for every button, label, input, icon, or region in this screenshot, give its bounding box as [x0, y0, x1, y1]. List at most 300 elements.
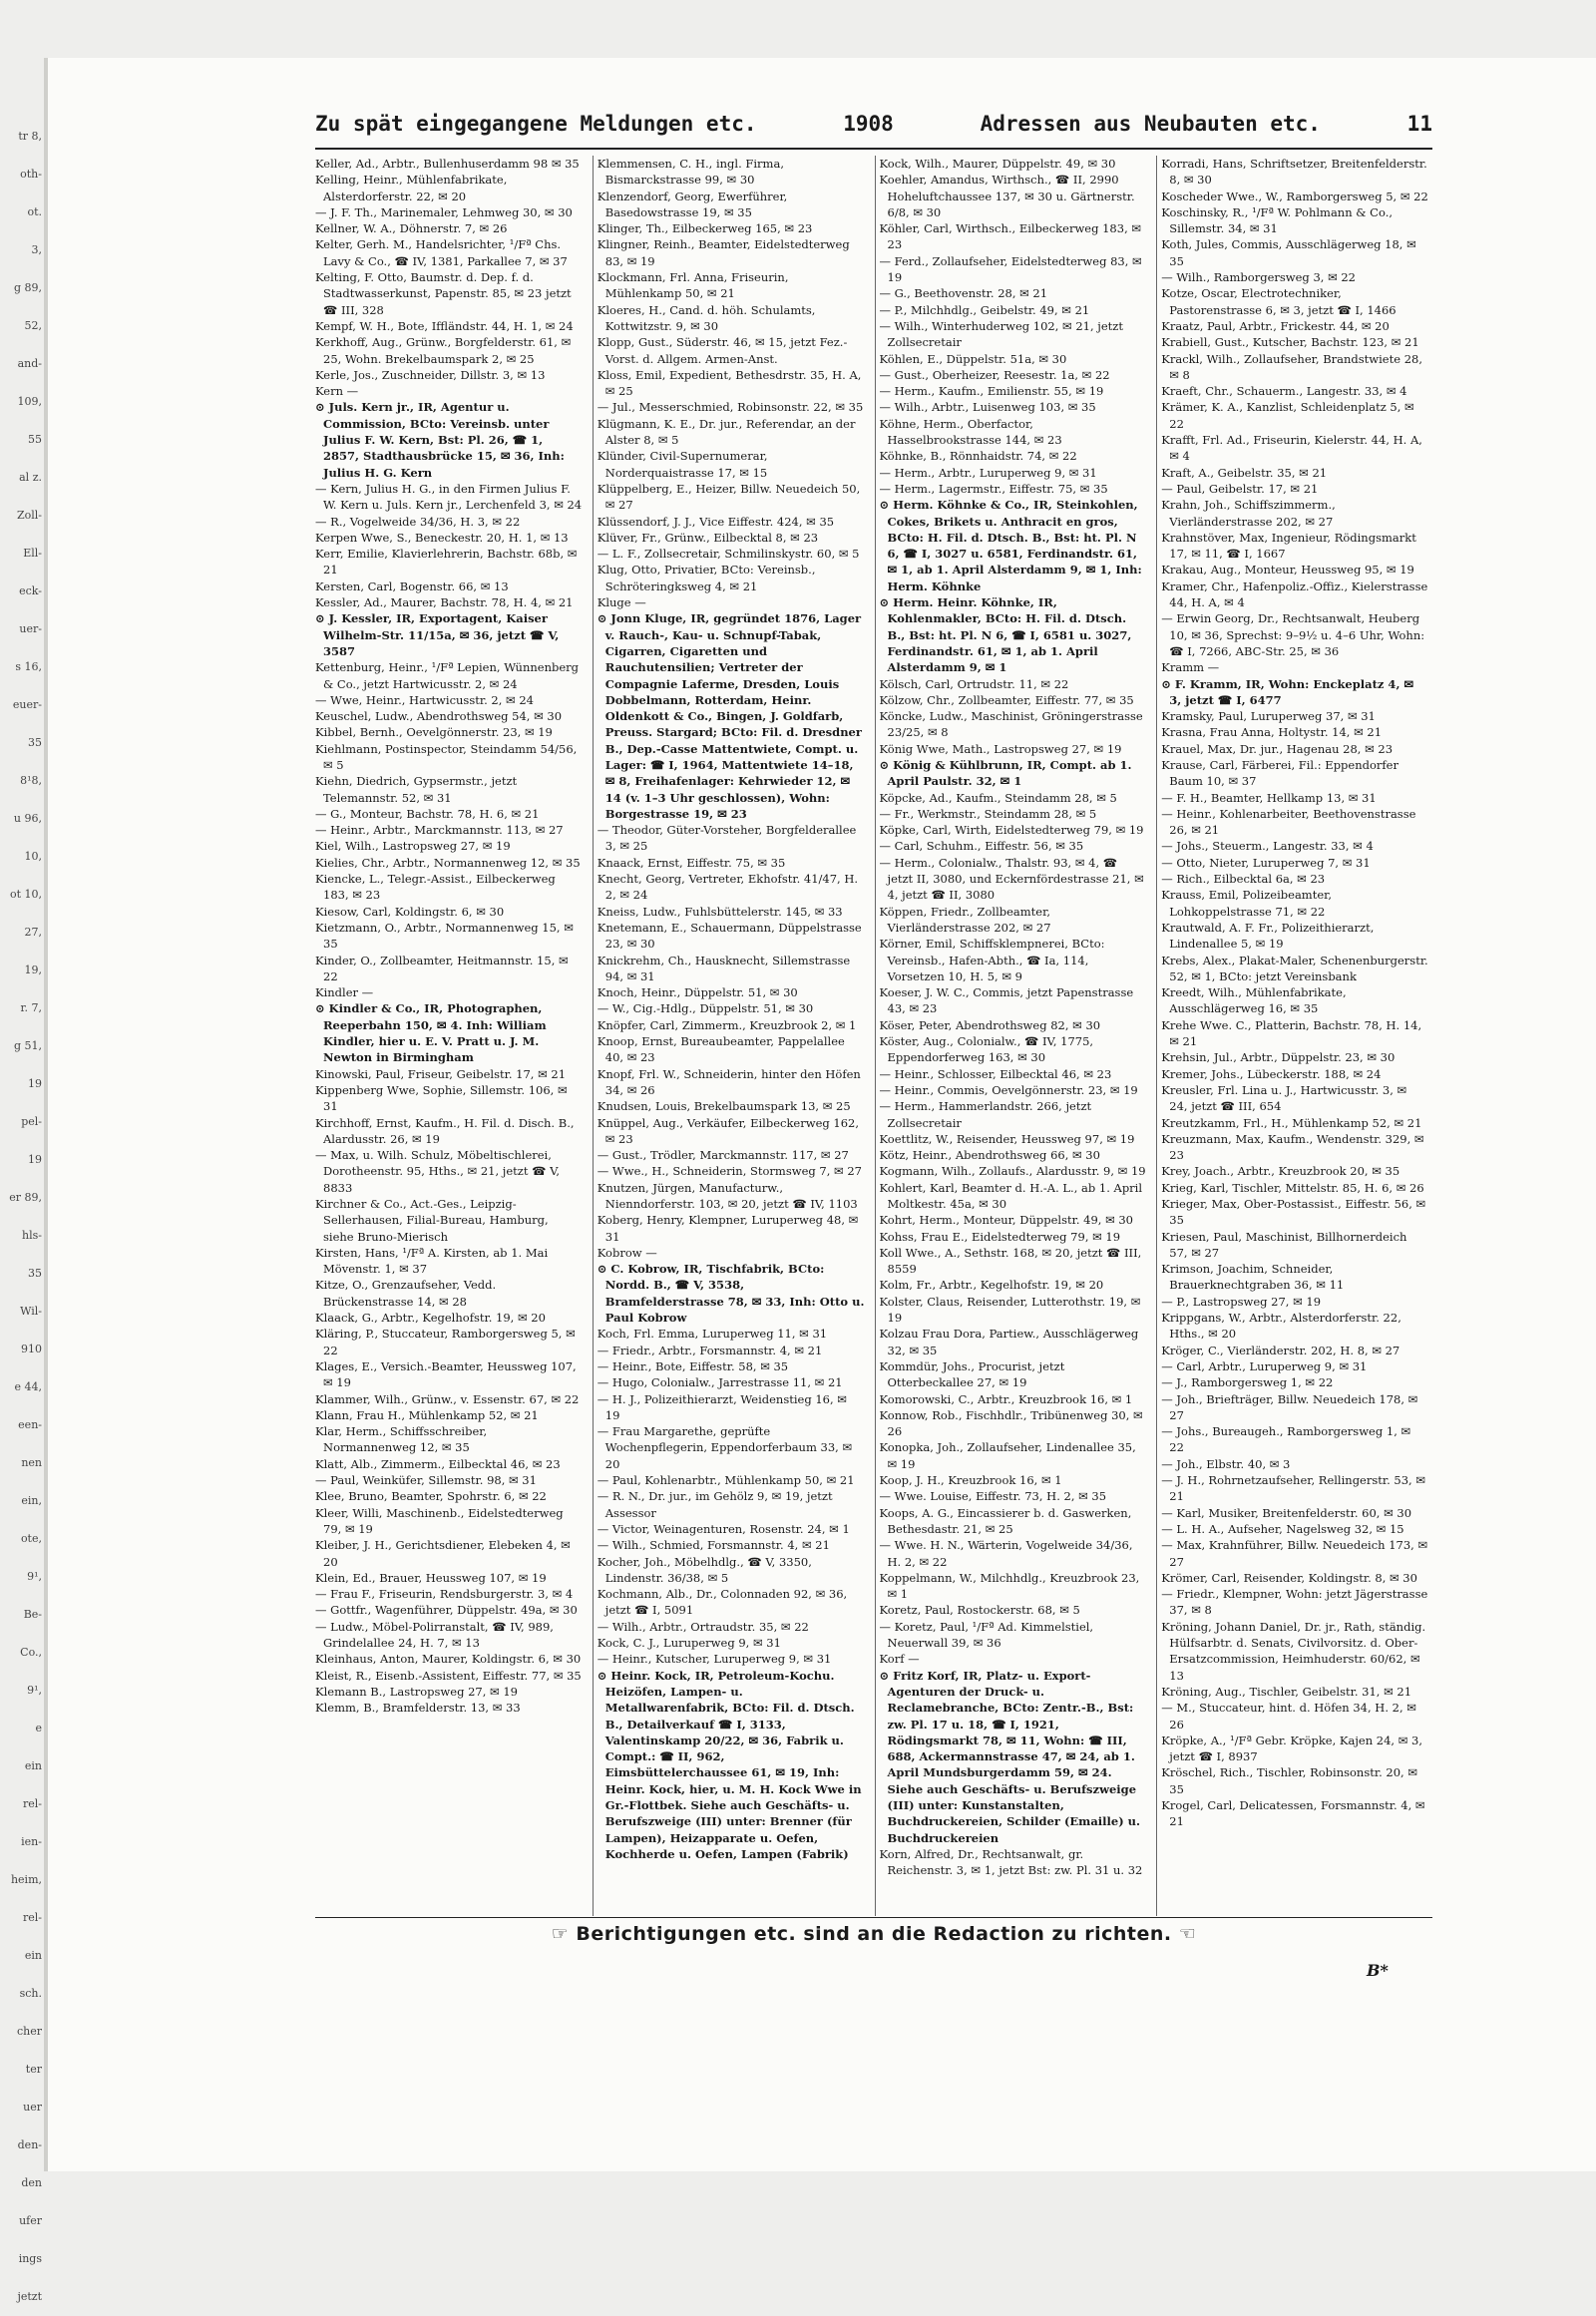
- prev-page-fragment: euer-: [12, 698, 42, 711]
- directory-entry: — Wilh., Arbtr., Luisenweg 103, ✉ 35: [879, 400, 1096, 415]
- directory-entry: Kölsch, Carl, Ortrudstr. 11, ✉ 22: [879, 676, 1069, 691]
- prev-page-fragment: rel-: [22, 1797, 42, 1810]
- directory-entry: Kerr, Emilie, Klavierlehrerin, Bachstr. 68b, ✉ 21: [315, 547, 578, 578]
- prev-page-fragment: Wil-: [20, 1305, 42, 1318]
- directory-entry: — Gust., Trödler, Marckmannstr. 117, ✉ 27: [597, 1148, 849, 1163]
- directory-entry: Klammer, Wilh., Grünw., v. Essenstr. 67, ✉ 22: [315, 1391, 580, 1406]
- column-2: [593, 156, 869, 1916]
- directory-entry: — Heinr., Arbtr., Marckmannstr. 113, ✉ 27: [315, 823, 564, 838]
- directory-entry: Köppen, Friedr., Zollbeamter, Vierländerstrasse 202, ✉ 27: [879, 904, 1051, 935]
- directory-entry: Kreuzmann, Max, Kaufm., Wendenstr. 329, ✉ 23: [1161, 1131, 1424, 1163]
- directory-entry: Klüver, Fr., Grünw., Eilbecktal 8, ✉ 23: [597, 530, 819, 545]
- directory-entry: Krömer, Carl, Reisender, Koldingstr. 8, ✉ 30: [1161, 1570, 1417, 1585]
- prev-page-fragment: ter: [25, 2063, 42, 2076]
- directory-entry: ⊙ Jonn Kluge, IR, gegründet 1876, Lager v. Rauch-, Kau- u. Schnupf-Tabak, Cigarren, Cigaretten und Rauchutensilien; Vertreter der Compagnie Laferme, Dresden, Louis Dobbelmann, Rotterdam, Heinr. Oldenkott & Co., Bingen, J. Goldfarb, Preuss. Stargard; BCto: Fil. d. Dresdner B., Dep.-Casse Mattentwiete, Compt. u. Lager: ☎ I, 1964, Mattentwiete 14–18, ✉ 8, Freihafenlager: Kehrwieder 12, ✉ 14 (v. 1–3 Uhr geschlossen), Wohn: Borgestrasse 19, ✉ 23: [597, 611, 862, 821]
- directory-entry: Kloss, Emil, Expedient, Bethesdrstr. 35, H. A, ✉ 25: [597, 367, 862, 399]
- prev-page-fragment: 55: [28, 433, 42, 446]
- directory-entry: — Carl, Schuhm., Eiffestr. 56, ✉ 35: [879, 839, 1084, 854]
- directory-entry: Kolzau Frau Dora, Partiew., Ausschlägerweg 32, ✉ 35: [879, 1327, 1139, 1357]
- directory-entry: Klaack, G., Arbtr., Kegelhofstr. 19, ✉ 20: [315, 1311, 546, 1326]
- prev-page-fragment: oth-: [20, 168, 42, 181]
- directory-entry: — G., Beethovenstr. 28, ✉ 21: [879, 286, 1048, 301]
- directory-entry: Komorowski, C., Arbtr., Kreuzbrook 16, ✉ 1: [879, 1391, 1133, 1406]
- directory-entry: Kröning, Aug., Tischler, Geibelstr. 31, ✉ 21: [1161, 1684, 1412, 1699]
- directory-entry: — Wilh., Arbtr., Ortraudstr. 35, ✉ 22: [597, 1619, 809, 1634]
- directory-entry: Knopf, Frl. W., Schneiderin, hinter den Höfen 34, ✉ 26: [597, 1066, 861, 1097]
- directory-entry: ⊙ Fritz Korf, IR, Platz- u. Export-Agenturen der Druck- u. Reclamebranche, BCto: Zentr.-B., Bst: zw. Pl. 17 u. 18, ☎ I, 1921, Rödingsmarkt 78, ✉ 11, Wohn: ☎ III, 688, Ackermannstrasse 47, ✉ 24, ab 1. April Mundsburgerdamm 59, ✉ 24. Siehe auch Geschäfts- u. Berufszweige (III) unter: Kunstanstalten, Buchdruckereien, Schilder (Emaille) u. Buchdruckereien: [879, 1668, 1141, 1845]
- directory-entry: Klages, E., Versich.-Beamter, Heussweg 107, ✉ 19: [315, 1358, 577, 1390]
- directory-entry: — Karl, Musiker, Breitenfelderstr. 60, ✉ 30: [1161, 1505, 1412, 1520]
- signature-mark: B*: [1367, 1961, 1389, 1980]
- directory-entry: — L. H. A., Aufseher, Nagelsweg 32, ✉ 15: [1161, 1521, 1404, 1536]
- directory-entry: Koberg, Henry, Klempner, Luruperweg 48, ✉ 31: [597, 1213, 859, 1244]
- directory-entry: Krautwald, A. F. Fr., Polizeithierarzt, Lindenallee 5, ✉ 19: [1161, 920, 1375, 952]
- directory-entry: Kolster, Claus, Reisender, Lutterothstr. 19, ✉ 19: [879, 1294, 1141, 1326]
- directory-entry: Kramsky, Paul, Luruperweg 37, ✉ 31: [1161, 709, 1376, 724]
- directory-entry: Kriesen, Paul, Maschinist, Billhornerdeich 57, ✉ 27: [1161, 1229, 1407, 1260]
- directory-entry: Keuschel, Ludw., Abendrothsweg 54, ✉ 30: [315, 709, 563, 724]
- directory-entry: Kocher, Joh., Möbelhdlg., ☎ V, 3350, Lindenstr. 36/38, ✉ 5: [597, 1554, 812, 1585]
- directory-entry: Köhne, Herm., Oberfactor, Hasselbrookstrasse 144, ✉ 23: [879, 416, 1062, 448]
- directory-entry: Kiencke, L., Telegr.-Assist., Eilbeckerweg 183, ✉ 23: [315, 872, 556, 903]
- prev-page-fragment: hls-: [22, 1229, 42, 1242]
- prev-page-fragment: ein: [24, 1949, 42, 1962]
- prev-page-fragment: 52,: [24, 319, 42, 332]
- directory-entry: — Wilh., Schmied, Forsmannstr. 4, ✉ 21: [597, 1538, 830, 1553]
- directory-entry: — Heinr., Bote, Eiffestr. 58, ✉ 35: [597, 1358, 789, 1373]
- directory-entry: Krämer, K. A., Kanzlist, Schleidenplatz 5, ✉ 22: [1161, 400, 1414, 431]
- prev-page-fragment: ufer: [19, 2214, 42, 2227]
- column-4: [1156, 156, 1432, 1916]
- directory-entry: Koop, J. H., Kreuzbrook 16, ✉ 1: [879, 1473, 1062, 1488]
- directory-entry: Knudsen, Louis, Brekelbaumspark 13, ✉ 25: [597, 1099, 851, 1114]
- directory-entry: — Otto, Nieter, Luruperweg 7, ✉ 31: [1161, 855, 1371, 870]
- directory-entry: ⊙ Kindler & Co., IR, Photographen, Reeperbahn 150, ✉ 4. Inh: William Kindler, hier u. E. V. Pratt u. J. M. Newton in Birmingham: [315, 1001, 547, 1065]
- directory-entry: Knoch, Heinr., Düppelstr. 51, ✉ 30: [597, 985, 798, 1000]
- prev-page-fragment: g 51,: [13, 1039, 42, 1052]
- header-right-title: Adressen aus Neubauten etc.: [980, 112, 1321, 136]
- directory-entry: Keller, Ad., Arbtr., Bullenhuserdamm 98 ✉ 35: [315, 157, 580, 171]
- directory-entry: Klatt, Alb., Zimmerm., Eilbecktal 46, ✉ 23: [315, 1456, 561, 1471]
- directory-entry: ⊙ Heinr. Kock, IR, Petroleum-Kochu. Heizöfen, Lampen- u. Metallwarenfabrik, BCto: Fil. d. Dtsch. B., Detailverkauf ☎ I, 3133, Valentinskamp 20/22, ✉ 36, Fabrik u. Compt.: ☎ II, 962, Eimsbüttelerchaussee 61, ✉ 19, Inh: Heinr. Kock, hier, u. M. H. Kock Wwe in Gr.-Flottbek. Siehe auch Geschäfts- u. Berufszweige (III) unter: Brenner (für Lampen), Heizapparate u. Oefen, Kochherde u. Oefen, Lampen (Fabrik): [597, 1668, 862, 1861]
- directory-entry: ⊙ Herm. Heinr. Köhnke, IR, Kohlenmakler, BCto: H. Fil. d. Dtsch. B., Bst: ht. Pl. N 6, ☎ I, 6581 u. 3027, Ferdinandstr. 61, ✉ 1, ab 1. April Alsterdamm 9, ✉ 1: [879, 595, 1132, 675]
- directory-entry: — Herm., Hammerlandstr. 266, jetzt Zollsecretair: [879, 1099, 1092, 1130]
- directory-entry: Kietzmann, O., Arbtr., Normannenweg 15, ✉ 35: [315, 920, 574, 952]
- directory-entry: — J., Ramborgersweg 1, ✉ 22: [1161, 1375, 1334, 1390]
- directory-entry: — P., Milchhdlg., Geibelstr. 49, ✉ 21: [879, 302, 1090, 317]
- directory-entry: — Friedr., Klempner, Wohn: jetzt Jägerstrasse 37, ✉ 8: [1161, 1587, 1428, 1618]
- directory-entry: Kerkhoff, Aug., Grünw., Borgfelderstr. 61, ✉ 25, Wohn. Brekelbaumspark 2, ✉ 25: [315, 335, 572, 366]
- directory-entry: ⊙ J. Kessler, IR, Exportagent, Kaiser Wilhelm-Str. 11/15a, ✉ 36, jetzt ☎ V, 3587: [315, 611, 560, 658]
- prev-page-fragment: g 89,: [13, 281, 42, 294]
- page-gutter: [44, 58, 48, 2171]
- directory-entry: Krahnstöver, Max, Ingenieur, Rödingsmarkt 17, ✉ 11, ☎ I, 1667: [1161, 530, 1416, 562]
- directory-entry: Kraatz, Paul, Arbtr., Frickestr. 44, ✉ 20: [1161, 318, 1390, 333]
- directory-entry: Knecht, Georg, Vertreter, Ekhofstr. 41/47, H. 2, ✉ 24: [597, 872, 859, 903]
- directory-entry: Kindler —: [315, 985, 374, 1000]
- directory-entry: — Erwin Georg, Dr., Rechtsanwalt, Heuberg 10, ✉ 36, Sprechst: 9–9½ u. 4–6 Uhr, Wohn: ☎ I, 7266, ABC-Str. 25, ✉ 36: [1161, 611, 1425, 658]
- directory-entry: — Joh., Elbstr. 40, ✉ 3: [1161, 1456, 1291, 1471]
- prev-page-fragment: s 16,: [15, 660, 42, 673]
- directory-entry: Kohrt, Herm., Monteur, Düppelstr. 49, ✉ 30: [879, 1213, 1133, 1228]
- directory-entry: — F. H., Beamter, Hellkamp 13, ✉ 31: [1161, 790, 1377, 805]
- column-1: [315, 156, 587, 1916]
- directory-entry: — Paul, Geibelstr. 17, ✉ 21: [1161, 481, 1319, 496]
- directory-entry: Kloeres, H., Cand. d. höh. Schulamts, Kottwitzstr. 9, ✉ 30: [597, 302, 816, 333]
- page-number: 11: [1406, 112, 1432, 136]
- directory-entry: Köpcke, Ad., Kaufm., Steindamm 28, ✉ 5: [879, 790, 1117, 805]
- directory-entry: Kerpen Wwe, S., Beneckestr. 20, H. 1, ✉ 13: [315, 530, 569, 545]
- prev-page-fragment: 8¹8,: [20, 774, 42, 787]
- directory-entry: — Friedr., Arbtr., Forsmannstr. 4, ✉ 21: [597, 1343, 823, 1357]
- directory-entry: ⊙ C. Kobrow, IR, Tischfabrik, BCto: Nordd. B., ☎ V, 3538, Bramfelderstrasse 78, ✉ 33, Inh: Otto u. Paul Kobrow: [597, 1262, 865, 1326]
- directory-entry: Kern —: [315, 384, 359, 399]
- prev-page-fragment: tr 8,: [18, 130, 42, 143]
- prev-page-fragment: ein: [24, 1759, 42, 1772]
- directory-entry: Kreutzkamm, Frl., H., Mühlenkamp 52, ✉ 21: [1161, 1115, 1422, 1130]
- directory-entry: Kleer, Willi, Maschinenb., Eidelstedterweg 79, ✉ 19: [315, 1505, 564, 1536]
- prev-page-fragment: cher: [16, 2025, 42, 2038]
- prev-page-fragment: pel-: [21, 1115, 42, 1128]
- directory-entry: Kneiss, Ludw., Fuhlsbüttelerstr. 145, ✉ 33: [597, 904, 843, 919]
- directory-entry: — Max, u. Wilh. Schulz, Möbeltischlerei, Dorotheenstr. 95, Hths., ✉ 21, jetzt ☎ V, 8833: [315, 1148, 561, 1195]
- directory-entry: — Wilh., Ramborgersweg 3, ✉ 22: [1161, 270, 1357, 285]
- directory-entry: Kobrow —: [597, 1245, 657, 1260]
- prev-page-fragment: den: [21, 2176, 42, 2189]
- directory-entry: Klingner, Reinh., Beamter, Eidelstedterweg 83, ✉ 19: [597, 237, 850, 268]
- directory-entry: Kersten, Carl, Bogenstr. 66, ✉ 13: [315, 579, 509, 593]
- directory-entry: Koettlitz, W., Reisender, Heussweg 97, ✉ 19: [879, 1131, 1135, 1146]
- directory-entry: ⊙ König & Kühlbrunn, IR, Compt. ab 1. April Paulstr. 32, ✉ 1: [879, 757, 1132, 789]
- directory-entry: — Koretz, Paul, ¹/Fª Ad. Kimmelstiel, Neuerwall 39, ✉ 36: [879, 1619, 1094, 1651]
- directory-entry: Klemm, B., Bramfelderstr. 13, ✉ 33: [315, 1701, 521, 1716]
- directory-entry: Krehsin, Jul., Arbtr., Düppelstr. 23, ✉ 30: [1161, 1050, 1396, 1065]
- prev-page-fragment: nen: [21, 1456, 42, 1469]
- directory-entry: Krackl, Wilh., Zollaufseher, Brandstwiete 28, ✉ 8: [1161, 351, 1422, 382]
- directory-entry: Klockmann, Frl. Anna, Friseurin, Mühlenkamp 50, ✉ 21: [597, 270, 789, 301]
- directory-entry: ⊙ Herm. Köhnke & Co., IR, Steinkohlen, Cokes, Brikets u. Anthracit en gros, BCto: H. Fil. d. Dtsch. B., Bst: ht. Pl. N 6, ☎ I, 3027 u. 6581, Ferdinandstr. 61, ✉ 1, ab 1. April Alsterdamm 9, ✉ 1, Inh: Herm. Köhnke: [879, 498, 1142, 593]
- directory-entry: — Paul, Kohlenarbtr., Mühlenkamp 50, ✉ 21: [597, 1473, 855, 1488]
- directory-entry: Knetemann, E., Schauermann, Düppelstrasse 23, ✉ 30: [597, 920, 862, 952]
- directory-entry: Krippgans, W., Arbtr., Alsterdorferstr. 22, Hths., ✉ 20: [1161, 1311, 1401, 1342]
- directory-entry: — Ferd., Zollaufseher, Eidelstedterweg 83, ✉ 19: [879, 253, 1142, 285]
- footer-rule: [315, 1917, 1432, 1918]
- directory-entry: Kelting, F. Otto, Baumstr. d. Dep. f. d. Stadtwasserkunst, Papenstr. 85, ✉ 23 jetzt ☎ III, 328: [315, 270, 572, 317]
- directory-entry: Kleiber, J. H., Gerichtsdiener, Elebeken 4, ✉ 20: [315, 1538, 571, 1569]
- page-header: [315, 104, 1432, 144]
- directory-entry: Knickrehm, Ch., Hausknecht, Sillemstrasse 94, ✉ 31: [597, 953, 851, 983]
- prev-page-fragment: 19: [28, 1153, 42, 1166]
- directory-entry: — G., Monteur, Bachstr. 78, H. 6, ✉ 21: [315, 806, 540, 821]
- prev-page-fragment: 109,: [17, 395, 42, 408]
- directory-entry: Kelter, Gerh. M., Handelsrichter, ¹/Fª Chs. Lavy & Co., ☎ IV, 1381, Parkallee 7, ✉ 37: [315, 237, 568, 268]
- directory-entry: Kramm —: [1161, 660, 1220, 675]
- directory-entry: Krafft, Frl. Ad., Friseurin, Kielerstr. 44, H. A, ✉ 4: [1161, 433, 1422, 464]
- directory-entry: — Herm., Lagermstr., Eiffestr. 75, ✉ 35: [879, 481, 1108, 496]
- prev-page-fragment: sch.: [19, 1987, 42, 2000]
- directory-entry: Kramer, Chr., Hafenpoliz.-Offiz., Kielerstrasse 44, H. A, ✉ 4: [1161, 579, 1428, 610]
- directory-entry: Kock, C. J., Luruperweg 9, ✉ 31: [597, 1636, 781, 1651]
- directory-entry: Koll Wwe., A., Sethstr. 168, ✉ 20, jetzt ☎ III, 8559: [879, 1245, 1142, 1277]
- directory-entry: Kirchhoff, Ernst, Kaufm., H. Fil. d. Disch. B., Alardusstr. 26, ✉ 19: [315, 1115, 575, 1146]
- directory-entry: Koeser, J. W. C., Commis, jetzt Papenstrasse 43, ✉ 23: [879, 985, 1134, 1016]
- directory-entry: — Johs., Steuerm., Langestr. 33, ✉ 4: [1161, 839, 1374, 854]
- prev-page-fragment: jetzt: [17, 2290, 42, 2303]
- directory-entry: Klann, Frau H., Mühlenkamp 52, ✉ 21: [315, 1407, 539, 1422]
- directory-entry: Krasna, Frau Anna, Holtystr. 14, ✉ 21: [1161, 725, 1383, 740]
- directory-entry: — Rich., Eilbecktal 6a, ✉ 23: [1161, 872, 1326, 887]
- directory-entry: Kohss, Frau E., Eidelstedterweg 79, ✉ 19: [879, 1229, 1121, 1244]
- directory-entry: Klüssendorf, J. J., Vice Eiffestr. 424, ✉ 35: [597, 514, 835, 529]
- directory-entry: Korf —: [879, 1652, 920, 1667]
- prev-page-fragment: den-: [17, 2138, 42, 2151]
- prev-page-fragment: uer-: [19, 622, 42, 635]
- prev-page-fragment: 9¹,: [27, 1684, 42, 1697]
- directory-entry: Kluge —: [597, 595, 646, 610]
- directory-entry: Krebs, Alex., Plakat-Maler, Schenenburgerstr. 52, ✉ 1, BCto: jetzt Vereinsbank: [1161, 953, 1428, 983]
- prev-page-fragment: 3,: [31, 243, 42, 256]
- directory-entry: Kröpke, A., ¹/Fª Gebr. Kröpke, Kajen 24, ✉ 3, jetzt ☎ I, 8937: [1161, 1733, 1423, 1764]
- prev-page-fragment: ot 10,: [9, 888, 42, 901]
- prev-page-fragment: e 44,: [14, 1380, 42, 1393]
- prev-page-fragment: 35: [28, 736, 42, 749]
- prev-page-fragment: Zoll-: [16, 509, 42, 522]
- prev-page-fragment: uer: [23, 2101, 42, 2114]
- directory-entry: Krieger, Max, Ober-Postassist., Eiffestr. 56, ✉ 35: [1161, 1197, 1426, 1228]
- directory-entry: ⊙ Juls. Kern jr., IR, Agentur u. Commission, BCto: Vereinsb. unter Julius F. W. Kern, Bst: Pl. 26, ☎ 1, 2857, Stadthausbrücke 15, ✉ 36, Inh: Julius H. G. Kern: [315, 400, 565, 480]
- prev-page-fragment: e: [35, 1722, 42, 1735]
- directory-entry: Kessler, Ad., Maurer, Bachstr. 78, H. 4, ✉ 21: [315, 595, 574, 610]
- directory-entry: Kerle, Jos., Zuschneider, Dillstr. 3, ✉ 13: [315, 367, 546, 382]
- directory-entry: König Wwe, Math., Lastropsweg 27, ✉ 19: [879, 741, 1122, 756]
- prev-page-fragment: rel-: [22, 1911, 42, 1924]
- directory-entry: — Carl, Arbtr., Luruperweg 9, ✉ 31: [1161, 1358, 1368, 1373]
- directory-entry: Klinger, Th., Eilbeckerweg 165, ✉ 23: [597, 221, 813, 236]
- prev-page-fragment: heim,: [10, 1873, 42, 1886]
- directory-entry: Kinder, O., Zollbeamter, Heitmannstr. 15, ✉ 22: [315, 953, 569, 983]
- directory-entry: — Victor, Weinagenturen, Rosenstr. 24, ✉ 1: [597, 1521, 850, 1536]
- prev-page-fragment: 19,: [24, 964, 42, 976]
- directory-entry: Koch, Frl. Emma, Luruperweg 11, ✉ 31: [597, 1327, 828, 1342]
- directory-entry: — M., Stuccateur, hint. d. Höfen 34, H. 2, ✉ 26: [1161, 1701, 1416, 1732]
- directory-entry: Klar, Herm., Schiffsschreiber, Normannenweg 12, ✉ 35: [315, 1424, 488, 1455]
- directory-entry: Klopp, Gust., Süderstr. 46, ✉ 15, jetzt Fez.-Vorst. d. Allgem. Armen-Anst.: [597, 335, 848, 366]
- directory-entry: — Herm., Arbtr., Luruperweg 9, ✉ 31: [879, 465, 1097, 480]
- directory-entry: — Herm., Colonialw., Thalstr. 93, ✉ 4, ☎ jetzt II, 3080, und Eckernfördestrasse 21, ✉ 4, jetzt ☎ II, 3080: [879, 855, 1144, 903]
- directory-entry: Kellner, W. A., Döhnerstr. 7, ✉ 26: [315, 221, 508, 236]
- directory-entry: — Heinr., Kohlenarbeiter, Beethovenstrasse 26, ✉ 21: [1161, 806, 1416, 838]
- directory-entry: Knüppel, Aug., Verkäufer, Eilbeckerweg 162, ✉ 23: [597, 1115, 860, 1146]
- directory-entry: Knutzen, Jürgen, Manufacturw., Nienndorferstr. 103, ✉ 20, jetzt ☎ IV, 1103: [597, 1180, 858, 1211]
- directory-entry: Klein, Ed., Brauer, Heussweg 107, ✉ 19: [315, 1570, 547, 1585]
- prev-page-fragment: Be-: [23, 1608, 42, 1621]
- prev-page-fragment: een-: [18, 1418, 42, 1431]
- directory-entry: Korradi, Hans, Schriftsetzer, Breitenfelderstr. 8, ✉ 30: [1161, 157, 1427, 188]
- prev-page-fragment: ein,: [21, 1494, 42, 1507]
- directory-entry: Krakau, Aug., Monteur, Heussweg 95, ✉ 19: [1161, 563, 1414, 578]
- directory-entry: Kohlert, Karl, Beamter d. H.-A. L., ab 1. April Moltkestr. 45a, ✉ 30: [879, 1180, 1143, 1211]
- directory-entry: Konnow, Rob., Fischhdlr., Tribünenweg 30, ✉ 26: [879, 1407, 1143, 1439]
- directory-entry: Köhlen, E., Düppelstr. 51a, ✉ 30: [879, 351, 1067, 366]
- directory-entry: — Heinr., Schlosser, Eilbecktal 46, ✉ 23: [879, 1066, 1112, 1081]
- directory-entry: Klünder, Civil-Supernumerar, Norderquaistrasse 17, ✉ 15: [597, 449, 768, 480]
- directory-entry: Klüppelberg, E., Heizer, Billw. Neuedeich 50, ✉ 27: [597, 481, 861, 513]
- header-rule: [315, 148, 1432, 150]
- directory-entry: — L. F., Zollsecretair, Schmilinskystr. 60, ✉ 5: [597, 547, 860, 562]
- prev-page-fragment: ot.: [27, 205, 42, 218]
- directory-entry: Kreusler, Frl. Lina u. J., Hartwicusstr. 3, ✉ 24, jetzt ☎ III, 654: [1161, 1082, 1407, 1114]
- previous-page-strip: [0, 118, 44, 2303]
- directory-entry: Krahn, Joh., Schiffszimmerm., Vierländerstrasse 202, ✉ 27: [1161, 498, 1336, 529]
- directory-entry: Klemann B., Lastropsweg 27, ✉ 19: [315, 1684, 518, 1699]
- directory-entry: Korn, Alfred, Dr., Rechtsanwalt, gr. Reichenstr. 3, ✉ 1, jetzt Bst: zw. Pl. 31 u. 32: [879, 1846, 1143, 1878]
- prev-page-fragment: ote,: [20, 1532, 42, 1545]
- directory-entry: Koth, Jules, Commis, Ausschlägerweg 18, ✉ 35: [1161, 237, 1416, 268]
- footer-notice: [315, 1923, 1432, 1945]
- header-left-title: Zu spät eingegangene Meldungen etc.: [315, 112, 757, 136]
- prev-page-fragment: er 89,: [9, 1191, 42, 1204]
- directory-entry: Krauss, Emil, Polizeibeamter, Lohkoppelstrasse 71, ✉ 22: [1161, 888, 1333, 919]
- directory-entry: — Wilh., Winterhuderweg 102, ✉ 21, jetzt Zollsecretair: [879, 318, 1123, 350]
- directory-entry: — Theodor, Güter-Vorsteher, Borgfelderallee 3, ✉ 25: [597, 823, 857, 854]
- directory-entry: Krimson, Joachim, Schneider, Brauerknechtgraben 36, ✉ 11: [1161, 1262, 1345, 1293]
- directory-entry: Krabiell, Gust., Kutscher, Bachstr. 123, ✉ 21: [1161, 335, 1419, 350]
- directory-entry: Krieg, Karl, Tischler, Mittelstr. 85, H. 6, ✉ 26: [1161, 1180, 1424, 1195]
- directory-entry: Krey, Joach., Arbtr., Kreuzbrook 20, ✉ 35: [1161, 1164, 1400, 1179]
- directory-entry: — Wwe. Louise, Eiffestr. 73, H. 2, ✉ 35: [879, 1489, 1107, 1504]
- prev-page-fragment: 27,: [24, 926, 42, 939]
- directory-entry: Kirsten, Hans, ¹/Fª A. Kirsten, ab 1. Mai Mövenstr. 1, ✉ 37: [315, 1245, 549, 1277]
- pointing-hand-left-icon: ☜: [1178, 1923, 1197, 1945]
- directory-entry: Kielies, Chr., Arbtr., Normannenweg 12, ✉ 35: [315, 855, 581, 870]
- directory-entry: Kochmann, Alb., Dr., Colonnaden 92, ✉ 36, jetzt ☎ I, 5091: [597, 1587, 848, 1618]
- prev-page-fragment: 9¹,: [27, 1570, 42, 1583]
- prev-page-fragment: r. 7,: [20, 1001, 42, 1014]
- directory-entry: Koretz, Paul, Rostockerstr. 68, ✉ 5: [879, 1603, 1080, 1618]
- directory-entry: — Fr., Werkmstr., Steindamm 28, ✉ 5: [879, 806, 1097, 821]
- directory-entry: Köncke, Ludw., Maschinist, Gröningerstrasse 23/25, ✉ 8: [879, 709, 1143, 740]
- directory-entry: Köpke, Carl, Wirth, Eidelstedterweg 79, ✉ 19: [879, 823, 1144, 838]
- directory-entry: — Ludw., Möbel-Polirranstalt, ☎ IV, 989, Grindelallee 24, H. 7, ✉ 13: [315, 1619, 554, 1651]
- directory-entry: — Johs., Bureaugeh., Ramborgersweg 1, ✉ 22: [1161, 1424, 1411, 1455]
- directory-entry: Konopka, Joh., Zollaufseher, Lindenallee 35, ✉ 19: [879, 1440, 1136, 1471]
- directory-entry: — Herm., Kaufm., Emilienstr. 55, ✉ 19: [879, 384, 1104, 399]
- directory-entry: — R., Vogelweide 34/36, H. 3, ✉ 22: [315, 514, 521, 529]
- directory-entry: Krauel, Max, Dr. jur., Hagenau 28, ✉ 23: [1161, 741, 1394, 756]
- directory-entry: Kleist, R., Eisenb.-Assistent, Eiffestr. 77, ✉ 35: [315, 1668, 582, 1683]
- directory-entry: Klenzendorf, Georg, Ewerführer, Basedowstrasse 19, ✉ 35: [597, 189, 788, 219]
- directory-entry: Kröschel, Rich., Tischler, Robinsonstr. 20, ✉ 35: [1161, 1765, 1417, 1796]
- prev-page-fragment: Ell-: [23, 547, 42, 560]
- directory-entry: Kolm, Fr., Arbtr., Kegelhofstr. 19, ✉ 20: [879, 1278, 1104, 1293]
- directory-entry: Kettenburg, Heinr., ¹/Fª Lepien, Wünnenberg & Co., jetzt Hartwicusstr. 2, ✉ 24: [315, 660, 580, 691]
- prev-page-fragment: 35: [28, 1267, 42, 1280]
- directory-entry: Kogmann, Wilh., Zollaufs., Alardusstr. 9, ✉ 19: [879, 1164, 1146, 1179]
- directory-entry: Koops, A. G., Eincassierer b. d. Gaswerken, Bethesdastr. 21, ✉ 25: [879, 1505, 1132, 1536]
- directory-entry: Koppelmann, W., Milchhdlg., Kreuzbrook 23, ✉ 1: [879, 1570, 1140, 1602]
- directory-entry: Koscheder Wwe., W., Ramborgersweg 5, ✉ 22: [1161, 189, 1428, 203]
- prev-page-fragment: ien-: [21, 1835, 42, 1848]
- prev-page-fragment: u 96,: [13, 812, 42, 825]
- directory-columns: [315, 156, 1432, 1916]
- directory-entry: Kock, Wilh., Maurer, Düppelstr. 49, ✉ 30: [879, 157, 1116, 171]
- column-3: [875, 156, 1151, 1916]
- directory-entry: — Joh., Briefträger, Billw. Neuedeich 178, ✉ 27: [1161, 1391, 1418, 1422]
- directory-entry: — Max, Krahnführer, Billw. Neuedeich 173, ✉ 27: [1161, 1538, 1428, 1569]
- directory-entry: Kraft, A., Geibelstr. 35, ✉ 21: [1161, 465, 1328, 480]
- directory-entry: Klug, Otto, Privatier, BCto: Vereinsb., Schröteringksweg 4, ✉ 21: [597, 563, 816, 593]
- directory-entry: Kotze, Oscar, Electrotechniker, Pastorenstrasse 6, ✉ 3, jetzt ☎ I, 1466: [1161, 286, 1396, 317]
- directory-entry: Krogel, Carl, Delicatessen, Forsmannstr. 4, ✉ 21: [1161, 1797, 1425, 1829]
- directory-entry: Klügmann, K. E., Dr. jur., Referendar, an der Alster 8, ✉ 5: [597, 416, 856, 448]
- prev-page-fragment: 10,: [24, 850, 42, 863]
- pointing-hand-icon: ☞: [551, 1923, 577, 1945]
- directory-entry: Köhler, Carl, Wirthsch., Eilbeckerweg 183, ✉ 23: [879, 221, 1142, 252]
- directory-entry: Kiesow, Carl, Koldingstr. 6, ✉ 30: [315, 904, 505, 919]
- directory-entry: Körner, Emil, Schiffsklempnerei, BCto: Vereinsb., Hafen-Abth., ☎ Ia, 114, Vorsetzen 10, H. 5, ✉ 9: [879, 937, 1105, 983]
- directory-entry: Kötz, Heinr., Abendrothsweg 66, ✉ 30: [879, 1148, 1100, 1163]
- directory-entry: — Gottfr., Wagenführer, Düppelstr. 49a, ✉ 30: [315, 1603, 578, 1618]
- directory-entry: Knaack, Ernst, Eiffestr. 75, ✉ 35: [597, 855, 786, 870]
- directory-entry: Klee, Bruno, Beamter, Spohrstr. 6, ✉ 22: [315, 1489, 547, 1504]
- directory-entry: Köster, Aug., Colonialw., ☎ IV, 1775, Eppendorferweg 163, ✉ 30: [879, 1034, 1094, 1065]
- directory-entry: Köser, Peter, Abendrothsweg 82, ✉ 30: [879, 1017, 1101, 1032]
- directory-entry: Kiel, Wilh., Lastropsweg 27, ✉ 19: [315, 839, 511, 854]
- directory-entry: — Hugo, Colonialw., Jarrestrasse 11, ✉ 21: [597, 1375, 843, 1390]
- directory-entry: — Kern, Julius H. G., in den Firmen Julius F. W. Kern u. Juls. Kern jr., Lerchenfeld 3, ✉ 24: [315, 481, 583, 513]
- directory-entry: — Wwe, Heinr., Hartwicusstr. 2, ✉ 24: [315, 692, 534, 707]
- directory-entry: Koschinsky, R., ¹/Fª W. Pohlmann & Co., Sillemstr. 34, ✉ 31: [1161, 204, 1394, 236]
- directory-entry: — Paul, Weinküfer, Sillemstr. 98, ✉ 31: [315, 1473, 537, 1488]
- directory-entry: Kirchner & Co., Act.-Ges., Leipzig-Sellerhausen, Filial-Bureau, Hamburg, siehe Bruno-Mierisch: [315, 1197, 549, 1244]
- directory-entry: Krause, Carl, Färberei, Fil.: Eppendorfer Baum 10, ✉ 37: [1161, 757, 1398, 789]
- directory-entry: Kiehlmann, Postinspector, Steindamm 54/56, ✉ 5: [315, 741, 578, 772]
- prev-page-fragment: 910: [21, 1343, 42, 1355]
- prev-page-fragment: Co.,: [20, 1646, 42, 1659]
- directory-entry: — J. H., Rohrnetzaufseher, Rellingerstr. 53, ✉ 21: [1161, 1473, 1426, 1504]
- directory-entry: — Heinr., Commis, Oevelgönnerstr. 23, ✉ 19: [879, 1082, 1138, 1097]
- directory-entry: Kreedt, Wilh., Mühlenfabrikate, Ausschlägerweg 16, ✉ 35: [1161, 985, 1347, 1016]
- directory-entry: Kölzow, Chr., Zollbeamter, Eiffestr. 77, ✉ 35: [879, 692, 1134, 707]
- prev-page-fragment: ings: [18, 2252, 42, 2265]
- directory-entry: Klemmensen, C. H., ingl. Firma, Bismarckstrasse 99, ✉ 30: [597, 157, 784, 188]
- directory-entry: — H. J., Polizeithierarzt, Weidenstieg 16, ✉ 19: [597, 1391, 847, 1422]
- directory-entry: Kläring, P., Stuccateur, Ramborgersweg 5, ✉ 22: [315, 1327, 576, 1357]
- directory-entry: — W., Cig.-Hdlg., Düppelstr. 51, ✉ 30: [597, 1001, 814, 1016]
- directory-entry: Krehe Wwe. C., Platterin, Bachstr. 78, H. 14, ✉ 21: [1161, 1017, 1422, 1049]
- header-year: 1908: [843, 112, 894, 136]
- prev-page-fragment: 19: [28, 1077, 42, 1090]
- directory-entry: Kinowski, Paul, Friseur, Geibelstr. 17, ✉ 21: [315, 1066, 567, 1081]
- directory-entry: — Gust., Oberheizer, Reesestr. 1a, ✉ 22: [879, 367, 1110, 382]
- directory-entry: Köhnke, B., Rönnhaidstr. 74, ✉ 22: [879, 449, 1077, 464]
- directory-entry: — Frau Margarethe, geprüfte Wochenpflegerin, Eppendorferbaum 33, ✉ 20: [597, 1424, 853, 1471]
- directory-entry: Knoop, Ernst, Bureaubeamter, Pappelallee 40, ✉ 23: [597, 1034, 845, 1065]
- prev-page-fragment: al z.: [19, 471, 42, 484]
- directory-entry: — Jul., Messerschmied, Robinsonstr. 22, ✉ 35: [597, 400, 864, 415]
- directory-entry: Koehler, Amandus, Wirthsch., ☎ II, 2990 Hoheluftchaussee 137, ✉ 30 u. Gärtnerstr. 6/8, ✉ 30: [879, 173, 1135, 219]
- directory-entry: Kiehn, Diedrich, Gypsermstr., jetzt Telemannstr. 52, ✉ 31: [315, 774, 518, 805]
- directory-entry: Kommdür, Johs., Procurist, jetzt Otterbeckallee 27, ✉ 19: [879, 1358, 1065, 1390]
- directory-entry: Knöpfer, Carl, Zimmerm., Kreuzbrook 2, ✉ 1: [597, 1017, 857, 1032]
- directory-entry: Kibbel, Bernh., Oevelgönnerstr. 23, ✉ 19: [315, 725, 553, 740]
- directory-entry: Kitze, O., Grenzaufseher, Vedd. Brückenstrasse 14, ✉ 28: [315, 1278, 497, 1309]
- footer-text: Berichtigungen etc. sind an die Redaction zu richten.: [576, 1923, 1172, 1945]
- directory-entry: — J. F. Th., Marinemaler, Lehmweg 30, ✉ 30: [315, 204, 573, 219]
- directory-entry: — Heinr., Kutscher, Luruperweg 9, ✉ 31: [597, 1652, 832, 1667]
- directory-entry: Kraeft, Chr., Schauerm., Langestr. 33, ✉ 4: [1161, 384, 1407, 399]
- directory-entry: Kröning, Johann Daniel, Dr. jr., Rath, ständig. Hülfsarbtr. d. Senats, Civilvorsitz. d. Ober-Ersatzcommission, Heimhuderstr. 60/62, ✉ 13: [1161, 1619, 1426, 1683]
